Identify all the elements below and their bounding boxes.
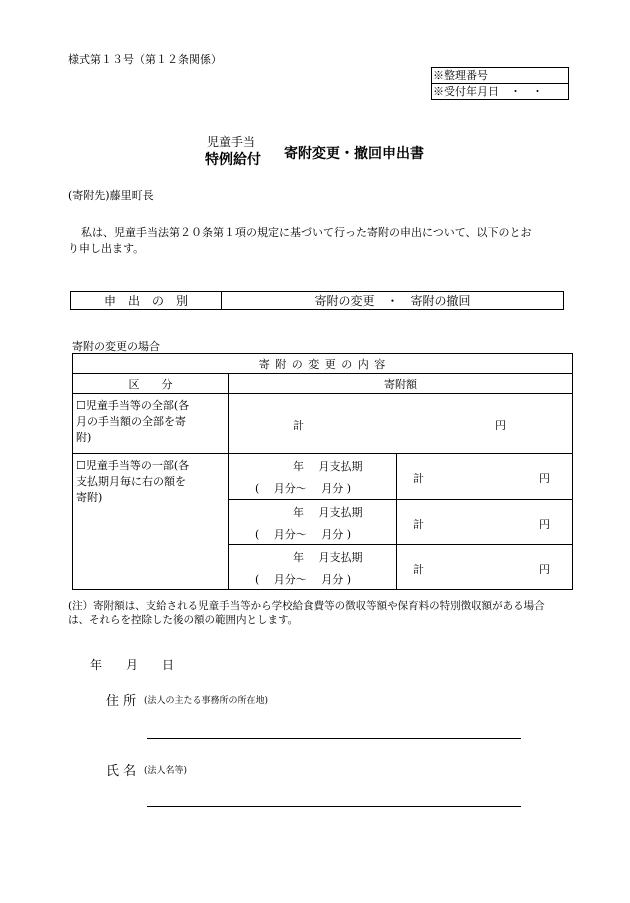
all-amount-cell[interactable]: [229, 394, 573, 454]
period-months: ( 月分～ 月分 ): [255, 528, 352, 541]
period-label: 年 月支払期: [293, 506, 363, 519]
category-label: 申 出 の 別: [71, 292, 222, 310]
all-option-line-1: ☐児童手当等の全部(各: [76, 399, 190, 412]
name-sub-label: (法人名等): [144, 766, 188, 776]
period-months: ( 月分～ 月分 ): [255, 482, 352, 495]
period-amount-cell[interactable]: [397, 454, 573, 500]
col-amount-header: 寄附額: [229, 374, 573, 394]
period-cell[interactable]: [229, 545, 397, 590]
period-amount-cell[interactable]: [397, 500, 573, 545]
part-option-line-3: 寄附): [76, 491, 103, 504]
received-date-field[interactable]: ※受付年月日 ・ ・: [432, 84, 569, 100]
all-yen-label: 円: [495, 419, 506, 432]
table-row: [73, 454, 573, 500]
period-cell[interactable]: [229, 454, 397, 500]
name-input-line[interactable]: [147, 806, 521, 807]
period-cell[interactable]: [229, 500, 397, 545]
period-total-label: 計: [413, 472, 424, 485]
period-total-label: 計: [413, 518, 424, 531]
all-option-line-3: 附): [76, 431, 92, 444]
all-option-line-2: 月の手当額の全部を寄: [76, 415, 186, 428]
category-table: [70, 291, 564, 310]
period-total-label: 計: [413, 563, 424, 576]
page-title: 寄附変更・撤回申出書: [284, 146, 424, 162]
form-number: 様式第１３号（第１２条関係）: [68, 53, 222, 66]
name-label: 氏 名: [106, 764, 137, 779]
title-bottom: 特例給付: [205, 152, 261, 168]
addressee: (寄附先)藤里町長: [68, 189, 154, 202]
intro-line-1: 私は、児童手当法第２０条第１項の規定に基づいて行った寄附の申出について、以下のとお: [81, 226, 532, 239]
period-months: ( 月分～ 月分 ): [255, 573, 352, 586]
period-label: 年 月支払期: [293, 460, 363, 473]
table-row: [73, 394, 573, 454]
address-label: 住 所: [106, 694, 137, 709]
period-yen-label: 円: [539, 563, 550, 576]
period-yen-label: 円: [539, 472, 550, 485]
period-amount-cell[interactable]: [397, 545, 573, 590]
address-input-line[interactable]: [147, 738, 521, 739]
ref-number-field[interactable]: ※整理番号: [432, 68, 569, 84]
period-yen-label: 円: [539, 518, 550, 531]
change-table: [72, 353, 573, 590]
all-total-label: 計: [293, 419, 304, 432]
change-table-header: 寄 附 の 変 更 の 内 容: [73, 354, 573, 374]
period-label: 年 月支払期: [293, 551, 363, 564]
part-option-line-2: 支払期月毎に右の額を: [76, 475, 186, 488]
part-option-cell[interactable]: [73, 454, 229, 590]
part-option-line-1: ☐児童手当等の一部(各: [76, 459, 190, 472]
title-top: 児童手当: [207, 135, 256, 149]
note-line-2: は、それらを控除した後の額の範囲内とします。: [68, 614, 299, 626]
col-kubun-header: 区 分: [73, 374, 229, 394]
address-sub-label: (法人の主たる事務所の所在地): [144, 696, 269, 706]
date-line[interactable]: 年 月 日: [90, 658, 175, 672]
intro-line-2: り申し出ます。: [68, 242, 145, 255]
note-line-1: (注）寄附額は、支給される児童手当等から学校給食費等の徴収等額や保育料の特別徴収額がある場合: [68, 600, 545, 612]
management-box: [431, 67, 569, 100]
category-options[interactable]: 寄附の変更 ・ 寄附の撤回: [222, 292, 564, 310]
change-caption: 寄附の変更の場合: [72, 340, 160, 353]
all-option-cell[interactable]: [73, 394, 229, 454]
